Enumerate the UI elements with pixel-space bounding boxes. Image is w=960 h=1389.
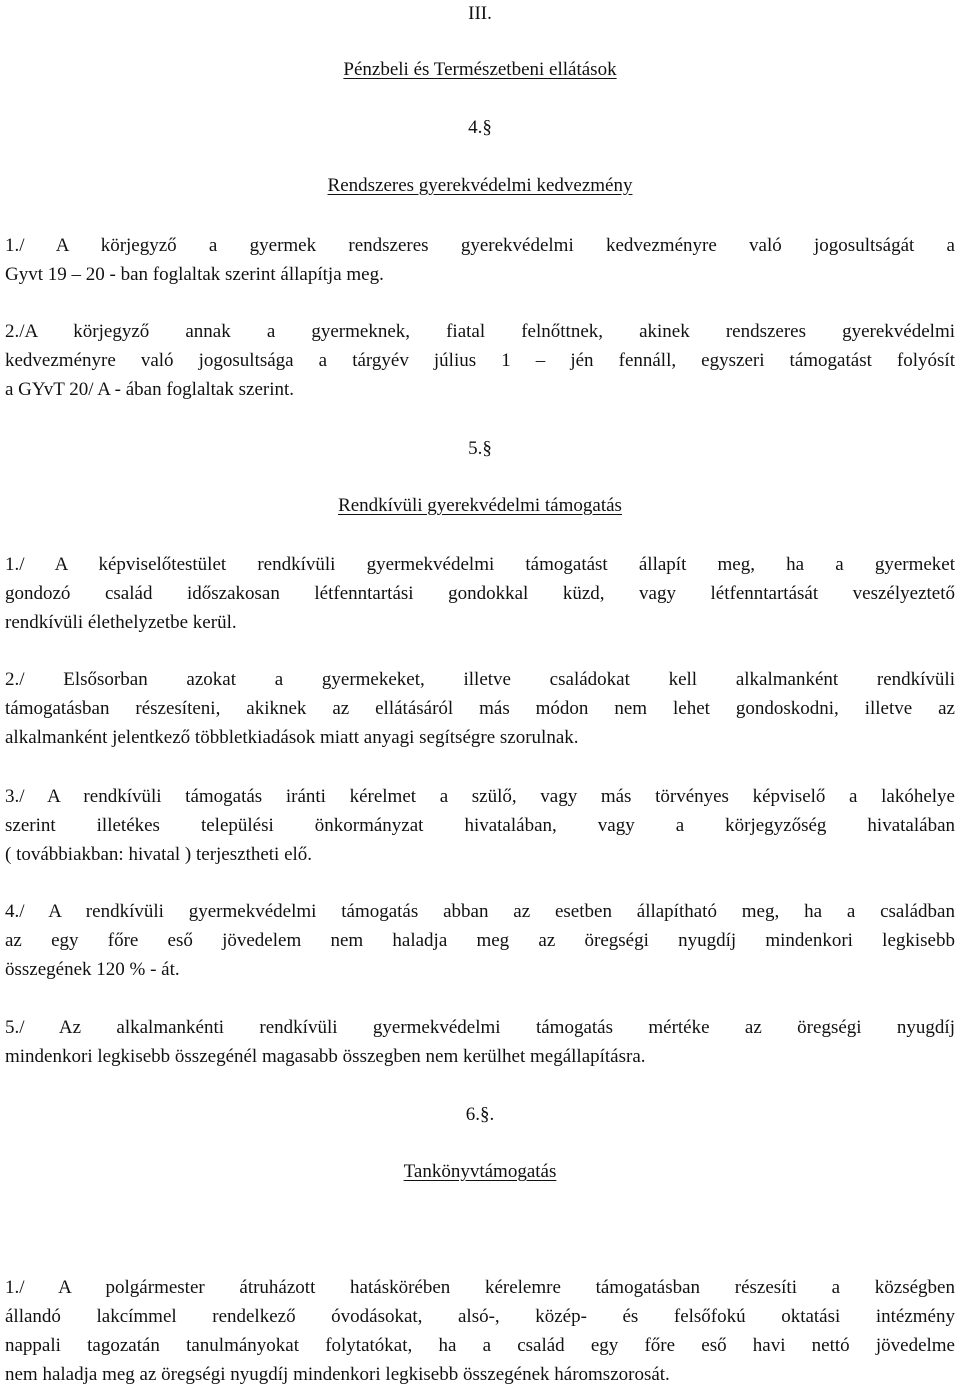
paragraph: 5./ Az alkalmankénti rendkívüli gyermekvédelmi támogatás mértéke az öregségi nyugdíj mindenkori legkisebb összegénél magasabb összegben nem kerülhet megállapításra. [5, 1017, 955, 1067]
paragraph: 1./ A képviselőtestület rendkívüli gyermekvédelmi támogatást állapít meg, ha a gyermeket gondozó család időszakosan létfenntartási gondokkal küzd, vagy létfenntartását veszélyeztető rendkívüli élethelyzetbe kerül. [5, 554, 955, 633]
section-title: Rendszeres gyerekvédelmi kedvezmény [327, 175, 633, 196]
paragraph: 2./ Elsősorban azokat a gyermekeket, illetve családokat kell alkalmanként rendkívüli támogatásban részesíteni, akiknek az ellátásáról más módon nem lehet gondoskodni, illetve az alkalmanként jelentkező többletkiadások miatt anyagi segítségre szorulnak. [5, 669, 955, 748]
section-sign-icon: § [482, 438, 492, 459]
section-title: Tankönyvtámogatás [403, 1161, 557, 1182]
section-number: 5.§ [468, 438, 492, 459]
section-sign-icon: §. [480, 1104, 495, 1125]
section-number: 4.§ [468, 117, 492, 138]
section-number: 6.§. [465, 1104, 495, 1125]
paragraph: 2./A körjegyző annak a gyermeknek, fiatal felnőttnek, akinek rendszeres gyerekvédelmi kedvezményre való jogosultsága a tárgyév július 1 – jén fennáll, egyszeri támogatást folyósít a GYvT 20/ A - ában foglaltak szerint. [5, 321, 955, 400]
chapter-title: Pénzbeli és Természetbeni ellátások [343, 59, 617, 80]
section-sign-icon: § [482, 117, 492, 138]
paragraph: 1./ A körjegyző a gyermek rendszeres gyerekvédelmi kedvezményre való jogosultságát a Gyvt 19 – 20 - ban foglaltak szerint állapítja meg. [5, 235, 955, 285]
paragraph: 3./ A rendkívüli támogatás iránti kérelmet a szülő, vagy más törvényes képviselő a lakóhelye szerint illetékes települési önkormányzat hivatalában, vagy a körjegyzőség hivatalában ( továbbiakban: hivatal ) terjesztheti elő. [5, 786, 955, 865]
chapter-heading: III. [468, 3, 492, 24]
paragraph: 4./ A rendkívüli gyermekvédelmi támogatás abban az esetben állapítható meg, ha a családban az egy főre eső jövedelem nem haladja meg az öregségi nyugdíj mindenkori legkisebb összegének 120 % - át. [5, 901, 955, 980]
section-title: Rendkívüli gyerekvédelmi támogatás [338, 495, 622, 516]
paragraph: 1./ A polgármester átruházott hatáskörében kérelemre támogatásban részesíti a községben állandó lakcímmel rendelkező óvodásokat, alsó-, közép- és felsőfokú oktatási intézmény nappali tagozatán tanulmányokat folytatókat, ha a család egy főre eső havi nettó jövedelme nem haladja meg az öregségi nyugdíj mindenkori legkisebb összegének háromszorosát. [5, 1277, 955, 1385]
